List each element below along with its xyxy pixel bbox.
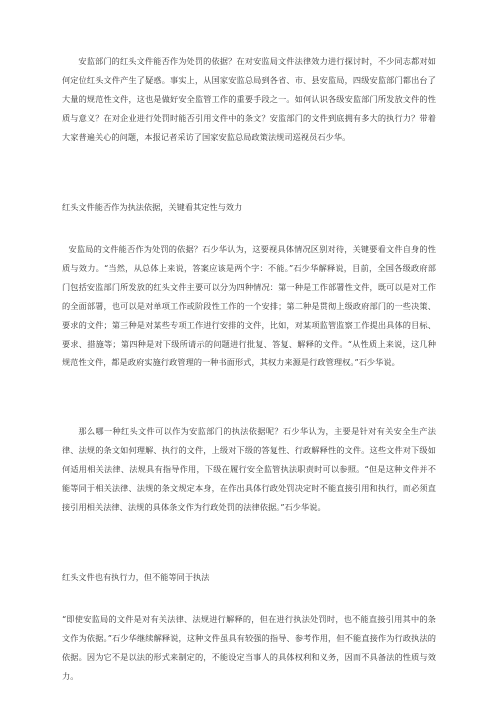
section-heading-1: 红头文件能否作为执法依据，关键看其定性与效力 [62,202,243,212]
section-heading-2: 红头文件也有执行力，但不能等同于执法 [62,572,210,582]
intro-paragraph: 安监部门的红头文件能否作为处罚的依据？在对安监局文件法律效力进行探讨时，不少同志都对如何定位红头文件产生了疑惑。事实上，从国家安监总局到各省、市、县安监局，四级安监部门都出台了大量的规范性文件，这也是做好安全监管工作的重要手段之一。如何认识各级安监部门所发放文件的性质与意义？在对企业进行处罚时能否引用文件中的条文？安监部门的文件到底拥有多大的执行力？带着大家普遍关心的问题，本报记者采访了国家安监总局政策法规司巡视员石少华。 [62,56,436,142]
body-paragraph-3: “即使安监局的文件是对有关法律、法规进行解释的，但在进行执法处罚时，也不能直接引用其中的条文作为依据。”石少华继续解释说，这种文件虽具有较强的指导、参考作用，但不能直接作为行政执法的依据。因为它不是以法的形式来制定的，不能设定当事人的具体权利和义务，因而不具备法的性质与效力。 [62,614,436,681]
body-paragraph-2: 那么哪一种红头文件可以作为安监部门的执法依据呢？石少华认为，主要是针对有关安全生产法律、法规的条文如何理解、执行的文件，上级对下级的答复性、行政解释性的文件。这些文件对下级如何适用相关法律、法规具有指导作用，下级在履行安全监管执法职责时可以参照。“但是这种文件并不能等同于相关法律、法规的条文规定本身，在作出具体行政处罚决定时不能直接引用和执行，而必须直接引用相关法律、法规的具体条文作为行政处罚的法律依据。”石少华说。 [62,426,436,512]
body-paragraph-1: 安监局的文件能否作为处罚的依据？石少华认为，这要视具体情况区别对待，关键要看文件自身的性质与效力。“当然，从总体上来说，答案应该是两个字：不能。”石少华解释说，目前，全国各级政府部门包括安监部门所发放的红头文件主要可以分为四种情况：第一种是工作部署性文件，既可以是对工作的全面部署，也可以是对单项工作或阶段性工作的一个安排；第二种是贯彻上级政府部门的一些决策、要求的文件；第三种是对某些专项工作进行安排的文件，比如，对某项监管监察工作提出具体的目标、要求、措施等；第四种是对下级所请示的问题进行批复、答复、解释的文件。“从性质上来说，这几种规范性文件，都是政府实施行政管理的一种书面形式，其权力来源是行政管理权。”石少华说。 [62,244,436,368]
